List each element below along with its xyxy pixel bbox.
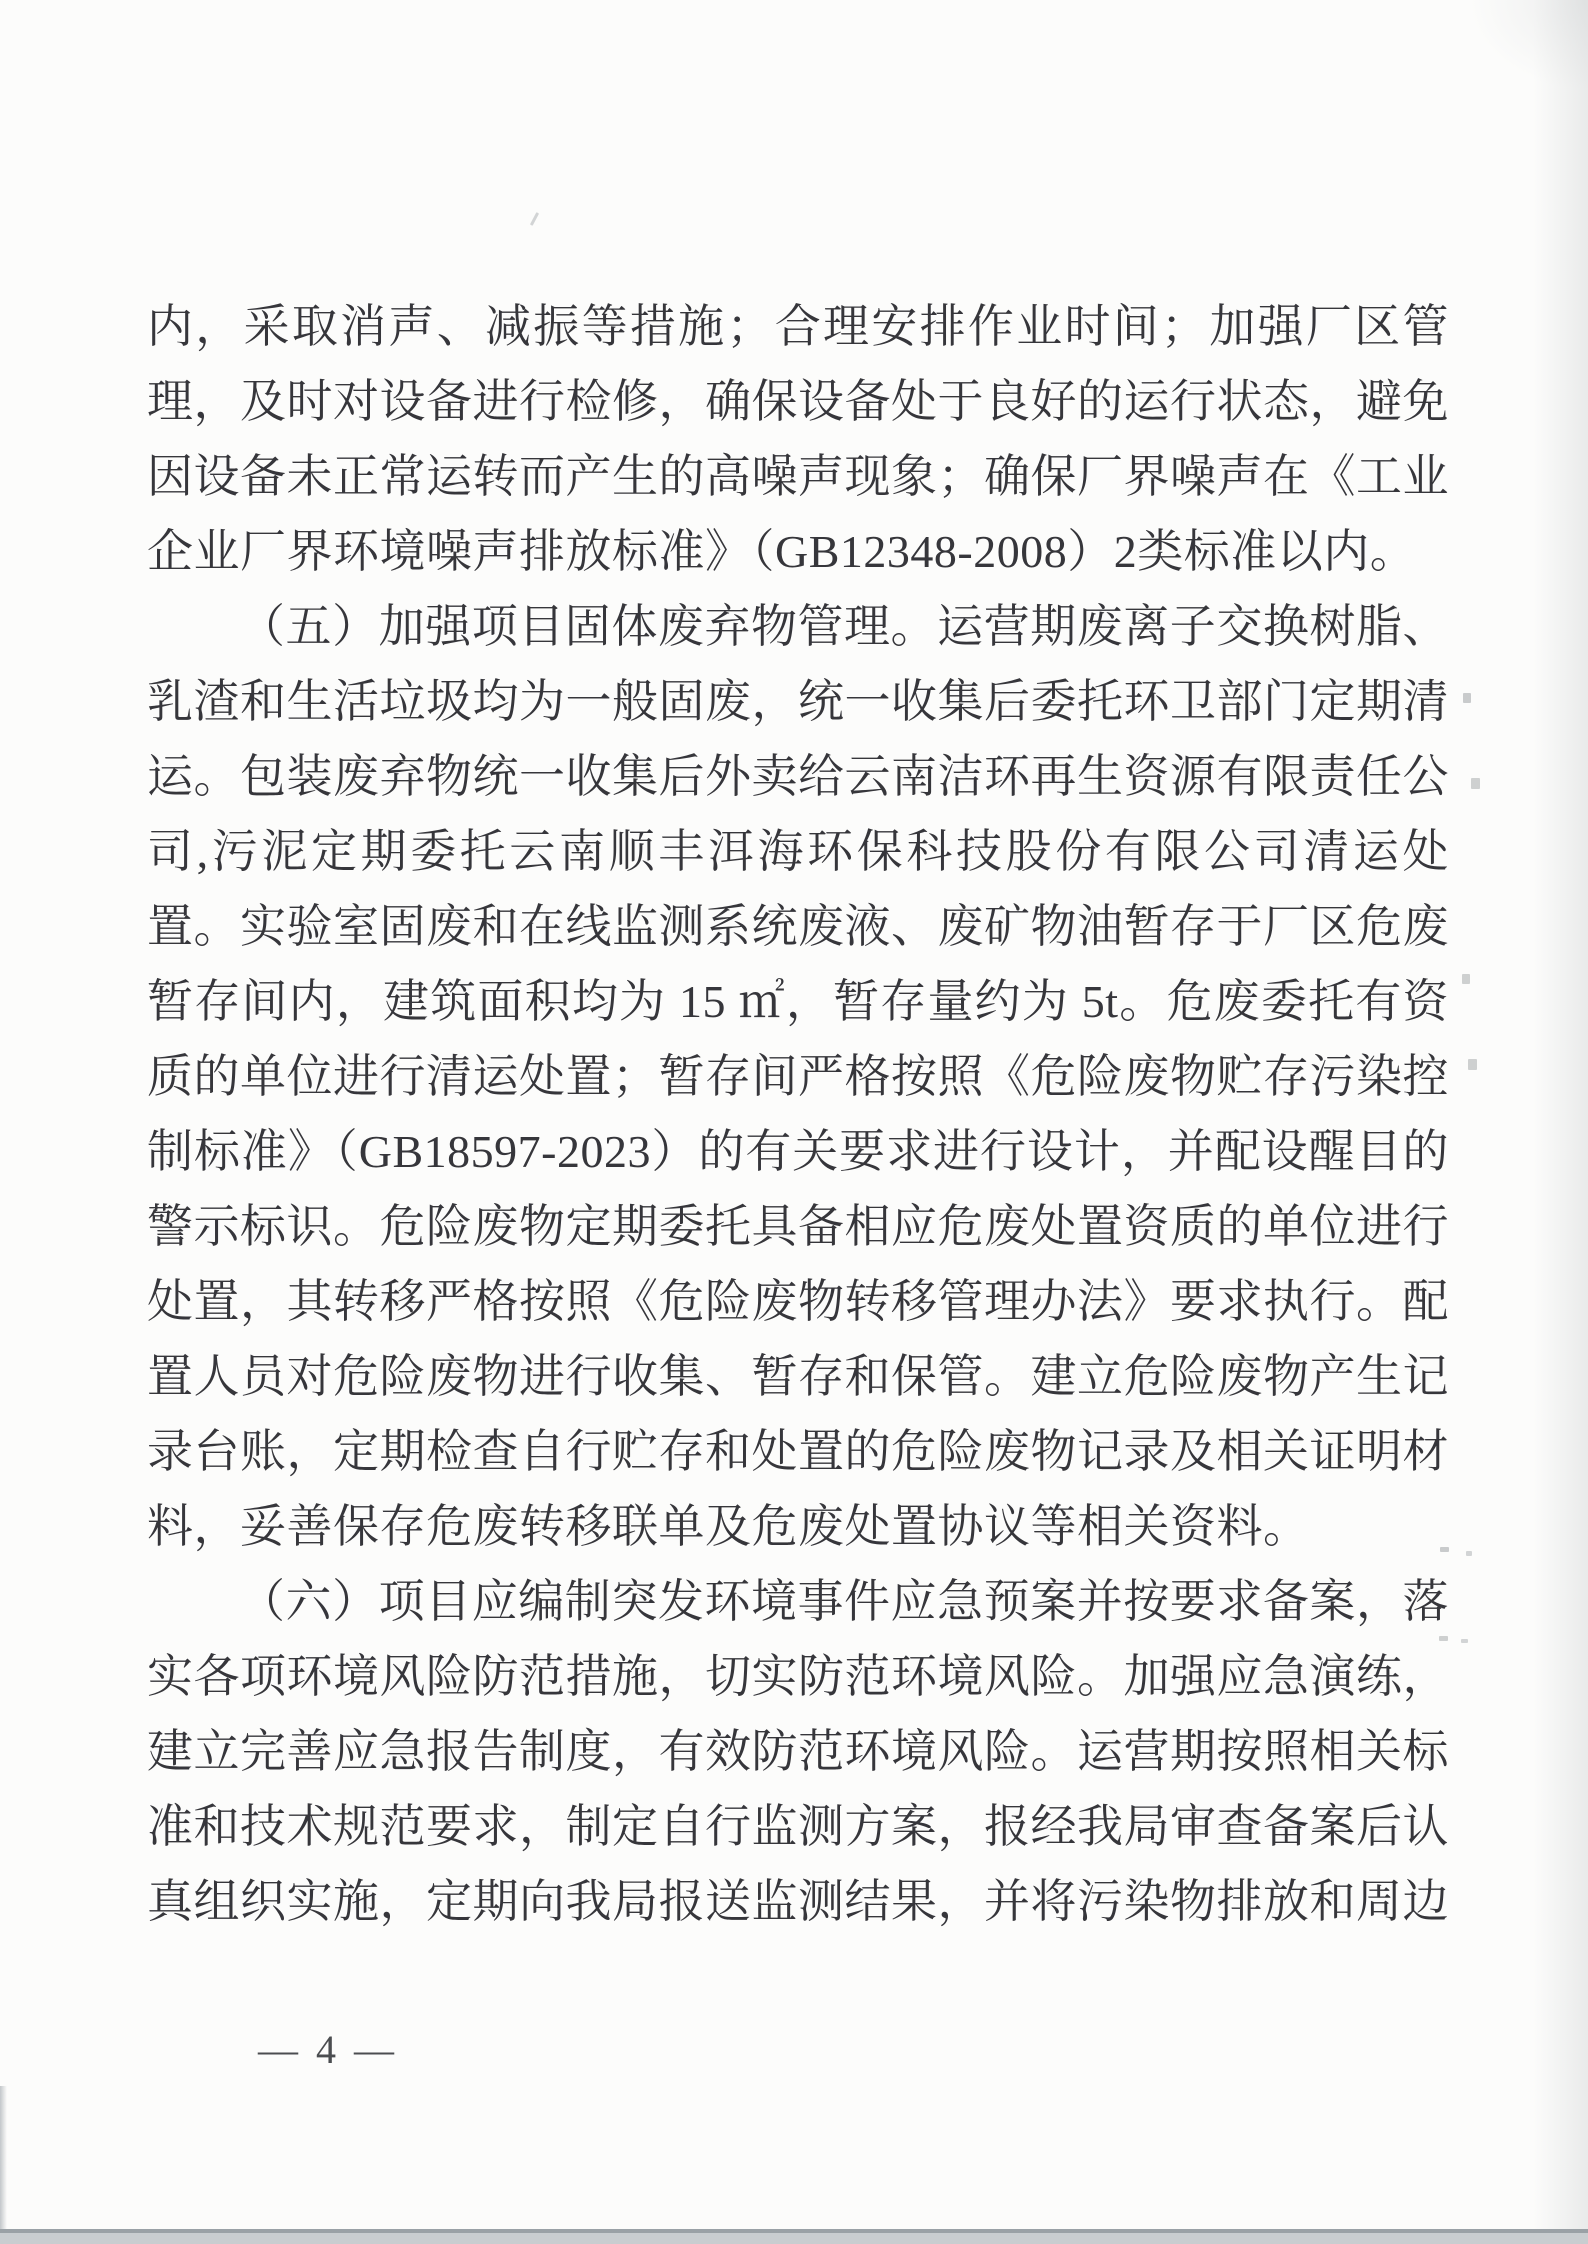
scan-speck xyxy=(1461,1639,1468,1643)
scan-corner-tint xyxy=(1468,0,1588,90)
scan-speck xyxy=(1466,1551,1472,1556)
paragraph-noise-control-continued: 内，采取消声、减振等措施；合理安排作业时间；加强厂区管理，及时对设备进行检修，确保设备处于良好的运行状态，避免因设备未正常运转而产生的高噪声现象；确保厂界噪声在《工业企业厂界环境噪声排放标准》（GB12348-2008）2类标准以内。 xyxy=(147,301,1449,577)
page-number: — 4 — xyxy=(258,2027,398,2072)
scan-speck xyxy=(1471,778,1480,789)
scan-speck xyxy=(1439,1636,1448,1641)
scan-right-shadow xyxy=(1533,0,1588,2244)
document-body xyxy=(147,289,1449,1939)
scan-speck xyxy=(530,212,539,226)
paragraph-item-5-solid-waste: （五）加强项目固体废弃物管理。运营期废离子交换树脂、乳渣和生活垃圾均为一般固废，统一收集后委托环卫部门定期清运。包装废弃物统一收集后外卖给云南洁环再生资源有限责任公司,污泥定期委托云南顺丰洱海环保科技股份有限公司清运处置。实验室固废和在线监测系统废液、废矿物油暂存于厂区危废暂存间内，建筑面积均为 15 ㎡，暂存量约为 5t。危废委托有资质的单位进行清运处置；暂存间严格按照《危险废物贮存污染控制标准》（GB18597-2023）的有关要求进行设计，并配设醒目的警示标识。危险废物定期委托具备相应危废处置资质的单位进行处置，其转移严格按照《危险废物转移管理办法》要求执行。配置人员对危险废物进行收集、暂存和保管。建立危险废物产生记录台账，定期检查自行贮存和处置的危险废物记录及相关证明材料，妥善保存危废转移联单及危废处置协议等相关资料。 xyxy=(147,601,1449,1552)
scanner-bed-strip xyxy=(0,2233,1588,2244)
scan-speck xyxy=(1462,974,1470,984)
scan-speck xyxy=(1468,1059,1477,1070)
scan-speck xyxy=(1463,693,1471,703)
paragraph-item-6-emergency-plan: （六）项目应编制突发环境事件应急预案并按要求备案，落实各项环境风险防范措施，切实防范环境风险。加强应急演练，建立完善应急报告制度，有效防范环境风险。运营期按照相关标准和技术规范要求，制定自行监测方案，报经我局审查备案后认真组织实施，定期向我局报送监测结果，并将污染物排放和周边 xyxy=(147,1576,1449,1927)
scan-speck xyxy=(1440,1547,1449,1552)
scan-left-edge xyxy=(0,2086,7,2231)
